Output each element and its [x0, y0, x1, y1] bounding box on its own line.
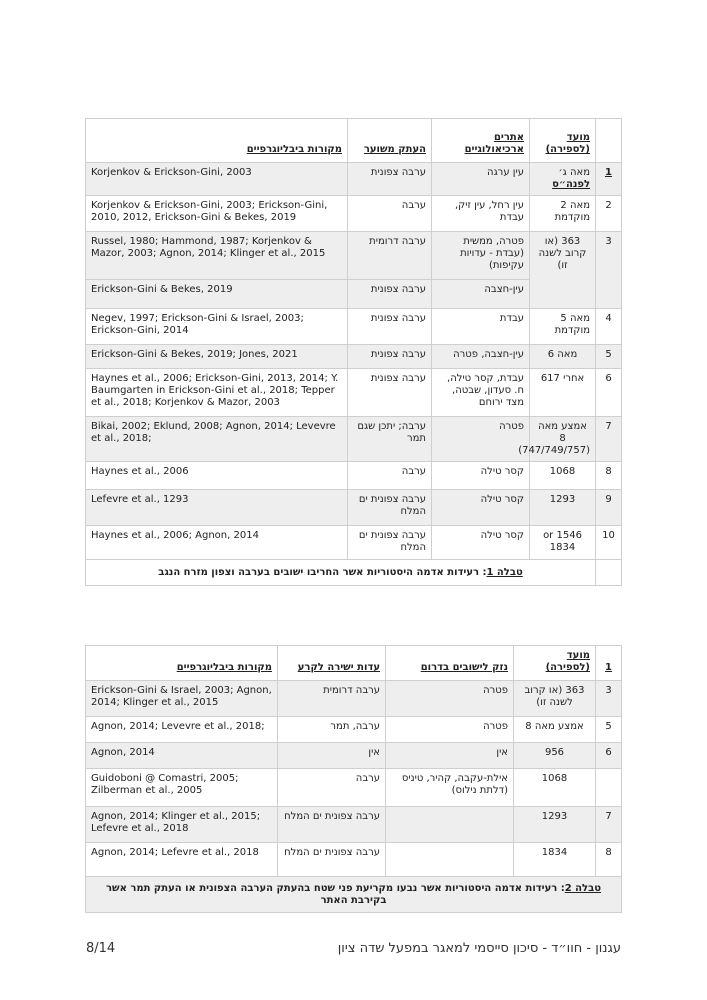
row-date: אחרי 617 [530, 369, 596, 417]
table-row [86, 345, 622, 369]
row-date: 363 (או קרוב לשנה זו) [514, 681, 596, 717]
row-date: 1068 [514, 769, 596, 807]
row-sources: Erickson-Gini & Israel, 2003; Agnon, 2014; Klinger et al., 2015 [86, 681, 278, 717]
row-damage [386, 807, 514, 843]
col-date: מועד (לספירה) [514, 646, 596, 681]
row-sources: Erickson-Gini & Bekes, 2019; Jones, 2021 [86, 345, 348, 369]
row-sources: Bikai, 2002; Eklund, 2008; Agnon, 2014; Levevre et al., 2018; [86, 417, 348, 462]
table-row [86, 681, 622, 717]
table-row [86, 717, 622, 743]
table-row [86, 462, 622, 490]
col-sources: מקורות ביבליוגרפיים [86, 119, 348, 163]
table-row [86, 526, 622, 560]
table-caption: טבלה 2: רעידות אדמה היסטוריות אשר נבעו מקריעת פני שטח בהעתק הערבה הצפונית או העתק תמר אשר בקירבת האתר [86, 877, 622, 913]
row-number: 3 [596, 232, 622, 309]
row-evidence: ערבה, תמר [278, 717, 386, 743]
row-number: 3 [596, 681, 622, 717]
col-evidence: עדות ישירה לקרע [278, 646, 386, 681]
table-header-row [86, 646, 622, 681]
row-sources: Agnon, 2014; Levevre et al., 2018; [86, 717, 278, 743]
row-date: 363 (או קרוב לשנה זו) [530, 232, 596, 309]
row-number: 6 [596, 369, 622, 417]
table-row [86, 196, 622, 232]
row-date: 1068 [530, 462, 596, 490]
footer-document-title: עגנון - חוו״ד - סיכון סייסמי למאגר במפעל שדה ציון [337, 941, 621, 956]
row-sources: Russel, 1980; Hammond, 1987; Korjenkov & Mazor, 2003; Agnon, 2014; Klinger et al., 2015 [86, 232, 348, 280]
row-sites: קסר טילה [432, 490, 530, 526]
footer-page-number: 8/14 [86, 941, 116, 956]
row-date: מאה 2 מוקדמת [530, 196, 596, 232]
row-fault: ערבה צפונית [348, 280, 432, 309]
row-sources: Haynes et al., 2006; Agnon, 2014 [86, 526, 348, 560]
table-row [86, 163, 622, 196]
row-number: 8 [596, 843, 622, 877]
table-header-row [86, 119, 622, 163]
row-date: מאה ג׳ לפנה״ס [530, 163, 596, 196]
row-sources: Agnon, 2014; Lefevre et al., 2018 [86, 843, 278, 877]
row-number: 4 [596, 309, 622, 345]
col-damage: נזק לישובים בדרום [386, 646, 514, 681]
earthquake-table-1 [85, 118, 622, 586]
row-fault: ערבה צפונית [348, 309, 432, 345]
col-fault: העתק משוער [348, 119, 432, 163]
row-fault: ערבה צפונית ים המלח [348, 490, 432, 526]
row-sources: Agnon, 2014 [86, 743, 278, 769]
row-number: 9 [596, 490, 622, 526]
row-fault: ערבה צפונית [348, 345, 432, 369]
row-number: 2 [596, 196, 622, 232]
col-number [596, 119, 622, 163]
row-sources: Agnon, 2014; Klinger et al., 2015; Lefevre et al., 2018 [86, 807, 278, 843]
row-fault: ערבה צפונית [348, 163, 432, 196]
col-sources: מקורות ביבליוגרפיים [86, 646, 278, 681]
row-sources: Haynes et al., 2006; Erickson-Gini, 2013, 2014; Y. Baumgarten in Erickson-Gini et al., 2018; Tepper et al., 2018; Korjenkov & Mazor, 2003 [86, 369, 348, 417]
row-sites: עבדת [432, 309, 530, 345]
row-number: 5 [596, 717, 622, 743]
row-number: 7 [596, 807, 622, 843]
row-sites: עין ערגה [432, 163, 530, 196]
row-sources: Guidoboni @ Comastri, 2005; Zilberman et al., 2005 [86, 769, 278, 807]
row-damage: פטרה [386, 681, 514, 717]
row-number: 1 [596, 163, 622, 196]
caption-spacer [596, 560, 622, 586]
table-row [86, 843, 622, 877]
row-evidence: אין [278, 743, 386, 769]
row-sources: Haynes et al., 2006 [86, 462, 348, 490]
table-row [86, 417, 622, 462]
row-sites: עין רחל, עין זיק, עבדת [432, 196, 530, 232]
row-date: 1293 [514, 807, 596, 843]
row-number [596, 769, 622, 807]
row-fault: ערבה דרומית [348, 232, 432, 280]
row-sources: Negev, 1997; Erickson-Gini & Israel, 2003; Erickson-Gini, 2014 [86, 309, 348, 345]
row-date: אמצע מאה 8 (747/749/757) [530, 417, 596, 462]
row-fault: ערבה [348, 196, 432, 232]
row-sources: Lefevre et al., 1293 [86, 490, 348, 526]
row-evidence: ערבה [278, 769, 386, 807]
row-damage: פטרה [386, 717, 514, 743]
row-sites: קסר טילה [432, 526, 530, 560]
row-sources: Korjenkov & Erickson-Gini, 2003 [86, 163, 348, 196]
row-number: 8 [596, 462, 622, 490]
table-row [86, 232, 622, 280]
row-fault: ערבה [348, 462, 432, 490]
row-sites: קסר טילה [432, 462, 530, 490]
row-number: 10 [596, 526, 622, 560]
row-number: 6 [596, 743, 622, 769]
earthquake-table-2 [85, 645, 622, 913]
row-evidence: ערבה צפונית ים המלח [278, 807, 386, 843]
table-row [86, 369, 622, 417]
row-sites: עין-חצבה [432, 280, 530, 309]
col-sites: אתרים ארכיאולוגיים [432, 119, 530, 163]
table-row [86, 743, 622, 769]
row-number: 7 [596, 417, 622, 462]
bce-label: לפנה״ס [552, 179, 590, 190]
col-date: מועד (לספירה) [530, 119, 596, 163]
row-damage [386, 843, 514, 877]
table-row [86, 309, 622, 345]
row-sites: פטרה [432, 417, 530, 462]
row-fault: ערבה צפונית [348, 369, 432, 417]
row-sources: Korjenkov & Erickson-Gini, 2003; Erickson-Gini, 2010, 2012, Erickson-Gini & Bekes, 2019 [86, 196, 348, 232]
table-caption-row [86, 877, 622, 913]
row-sources: Erickson-Gini & Bekes, 2019 [86, 280, 348, 309]
row-number: 5 [596, 345, 622, 369]
row-damage: אילת-עקבה, קהיר, טיניס (דלתת נילוס) [386, 769, 514, 807]
table-row [86, 769, 622, 807]
row-sites: עין-חצבה, פטרה [432, 345, 530, 369]
row-evidence: ערבה דרומית [278, 681, 386, 717]
table-row [86, 807, 622, 843]
row-fault: ערבה; יתכן שגם תמר [348, 417, 432, 462]
row-date: מאה 5 מוקדמת [530, 309, 596, 345]
row-evidence: ערבה צפונית ים המלח [278, 843, 386, 877]
table-row [86, 490, 622, 526]
table-caption: טבלה 1: רעידות אדמה היסטוריות אשר החריבו ישובים בערבה וצפון מזרח הנגב [86, 560, 596, 586]
row-date: 1546 or 1834 [530, 526, 596, 560]
row-date: 956 [514, 743, 596, 769]
row-sites: פטרה, ממשית (עבדת - עדויות עקיפות) [432, 232, 530, 280]
row-date: מאה 6 [530, 345, 596, 369]
row-sites: עבדת, קסר טילה, ח. סעדון, שבטה, מצד ירוחם [432, 369, 530, 417]
row-fault: ערבה צפונית ים המלח [348, 526, 432, 560]
table-caption-row [86, 560, 622, 586]
row-damage: אין [386, 743, 514, 769]
col-number: 1 [596, 646, 622, 681]
row-date: 1293 [530, 490, 596, 526]
row-date: אמצע מאה 8 [514, 717, 596, 743]
row-date: 1834 [514, 843, 596, 877]
